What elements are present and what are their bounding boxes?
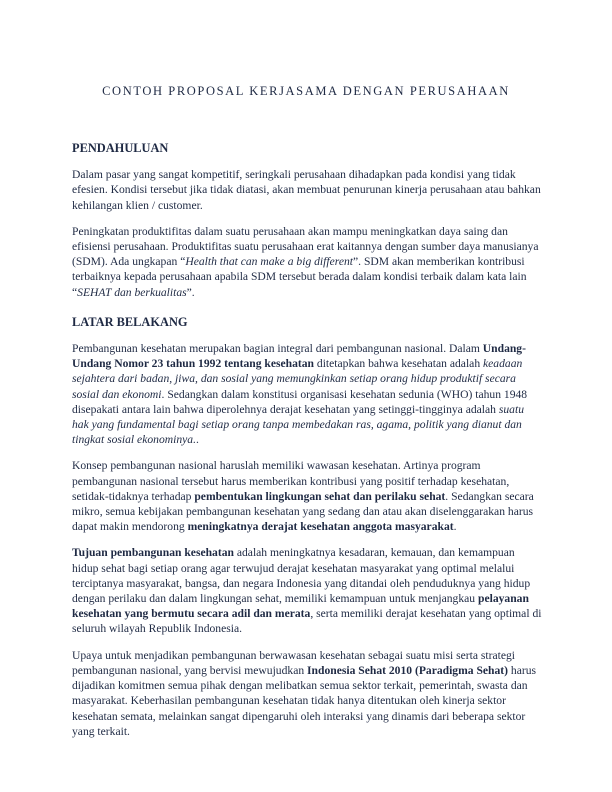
document-title: CONTOH PROPOSAL KERJASAMA DENGAN PERUSAHAAN xyxy=(102,84,510,98)
paragraph-latar-belakang-2: Konsep pembangunan nasional haruslah memiliki wawasan kesehatan. Artinya program pembangunan nasional tersebut harus memberikan kontribusi yang positif terhadap kesehatan, setidak-tidaknya terhadap pembentukan lingkungan sehat dan perilaku sehat. Sedangkan secara mikro, semua kebijakan pembangunan kesehatan yang sedang dan atau akan diselenggarakan harus dapat makin mendorong meningkatnya derajat kesehatan anggota masyarakat. xyxy=(72,459,534,534)
document-body xyxy=(72,141,542,750)
paragraph-pendahuluan-1: Dalam pasar yang sangat kompetitif, seringkali perusahaan dihadapkan pada kondisi yang tidak efesien. Kondisi tersebut jika tidak diatasi, akan membuat penurunan kinerja perusahaan atau bahkan kehilangan klien / customer. xyxy=(72,168,541,212)
section-heading-latar-belakang: LATAR BELAKANG xyxy=(72,314,188,329)
paragraph-latar-belakang-1: Pembangunan kesehatan merupakan bagian integral dari pembangunan nasional. Dalam Undang-Undang Nomor 23 tahun 1992 tentang kesehatan ditetapkan bahwa kesehatan adalah keadaan sejahtera dari badan, jiwa, dan sosial yang memungkinkan setiap orang hidup produktif secara sosial dan ekonomi. Sedangkan dalam konstitusi organisasi kesehatan sedunia (WHO) tahun 1948 disepakati antara lain bahwa diperolehnya derajat kesehatan yang setinggi-tingginya adalah suatu hak yang fundamental bagi setiap orang tanpa membedakan ras, agama, politik yang dianut dan tingkat sosial ekonominya.. xyxy=(72,342,528,447)
paragraph-pendahuluan-2: Peningkatan produktifitas dalam suatu perusahaan akan mampu meningkatkan daya saing dan efisiensi perusahaan. Produktifitas suatu perusahaan erat kaitannya dengan sumber daya manusianya (SDM). Ada ungkapan “Health that can make a big different”. SDM akan memberikan kontribusi terbaiknya kepada perusahaan apabila SDM tersebut berada dalam kondisi terbaik dalam kata lain “SEHAT dan berkualitas”. xyxy=(72,224,539,299)
paragraph-latar-belakang-3: Tujuan pembangunan kesehatan adalah meningkatnya kesadaran, kemauan, dan kemampuan hidup sehat bagi setiap orang agar terwujud derajat kesehatan masyarakat yang optimal melalui terciptanya masyarakat, bangsa, dan negara Indonesia yang ditandai oleh penduduknya yang hidup dengan perilaku dan dalam lingkungan sehat, memiliki kemampuan untuk menjangkau pelayanan kesehatan yang bermutu secara adil dan merata, serta memiliki derajat kesehatan yang optimal di seluruh wilayah Republik Indonesia. xyxy=(72,546,542,636)
paragraph-latar-belakang-4: Upaya untuk menjadikan pembangunan berwawasan kesehatan sebagai suatu misi serta strategi pembangunan nasional, yang bervisi mewujudkan Indonesia Sehat 2010 (Paradigma Sehat) harus dijadikan komitmen semua pihak dengan melibatkan semua sektor terkait, pemerintah, swasta dan masyarakat. Keberhasilan pembangunan kesehatan tidak hanya ditentukan oleh kinerja sektor kesehatan semata, melainkan sangat dipengaruhi oleh interaksi yang dinamis dari beberapa sektor yang terkait. xyxy=(72,648,537,738)
section-heading-pendahuluan: PENDAHULUAN xyxy=(72,141,169,155)
